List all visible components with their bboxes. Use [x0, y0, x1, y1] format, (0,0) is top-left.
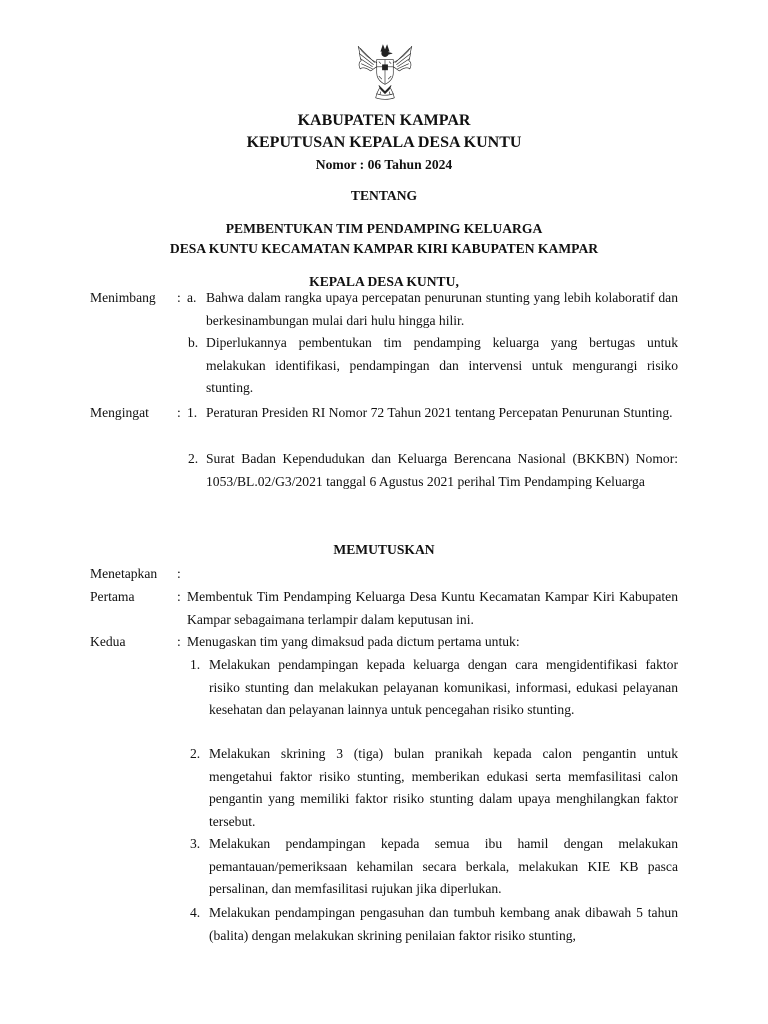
kedua-item-2: Melakukan skrining 3 (tiga) bulan pranikah kepada calon pengantin untuk mengetahui faktor risiko stunting, memberikan edukasi serta memfasilitasi calon pengantin yang memiliki faktor risiko stunting dalam upaya menghilangkan faktor tersebut.: [209, 746, 678, 829]
mengingat-item-2: Surat Badan Kependudukan dan Keluarga Berencana Nasional (BKKBN) Nomor: 1053/BL.02/G3/2021 tanggal 6 Agustus 2021 perihal Tim Pendamping Keluarga: [206, 451, 678, 489]
mengingat-label: Mengingat: [90, 405, 149, 420]
kedua-text: Menugaskan tim yang dimaksud pada dictum pertama untuk:: [187, 634, 520, 649]
mengingat-colon: :: [177, 405, 181, 420]
menimbang-marker-a: a.: [187, 290, 197, 305]
menimbang-item-b: Diperlukannya pembentukan tim pendamping keluarga yang bertugas untuk melakukan identifikasi, pendampingan dan intervensi untuk mengurangi risiko stunting.: [206, 335, 678, 395]
mengingat-item-1: Peraturan Presiden RI Nomor 72 Tahun 2021 tentang Percepatan Penurunan Stunting.: [206, 405, 673, 420]
menetapkan-colon: :: [177, 566, 181, 581]
kedua-marker-2: 2.: [190, 746, 201, 761]
garuda-emblem-icon: [354, 42, 416, 104]
mengingat-marker-2: 2.: [188, 451, 199, 466]
pertama-label: Pertama: [90, 589, 135, 604]
memutuskan-heading: MEMUTUSKAN: [333, 542, 435, 557]
kedua-item-4: Melakukan pendampingan pengasuhan dan tumbuh kembang anak dibawah 5 tahun (balita) dengan melakukan skrining penilaian faktor risiko stunting,: [209, 905, 678, 943]
pertama-colon: :: [177, 589, 181, 604]
subject-line-2: DESA KUNTU KECAMATAN KAMPAR KIRI KABUPATEN KAMPAR: [169, 241, 599, 256]
subject-line-1: PEMBENTUKAN TIM PENDAMPING KELUARGA: [225, 221, 543, 236]
menimbang-colon: :: [177, 290, 181, 305]
menimbang-label: Menimbang: [90, 290, 156, 305]
kedua-marker-4: 4.: [190, 905, 201, 920]
menetapkan-label: Menetapkan: [90, 566, 158, 581]
decree-title: KEPUTUSAN KEPALA DESA KUNTU: [246, 134, 522, 151]
village-head-heading: KEPALA DESA KUNTU,: [309, 274, 459, 289]
menimbang-item-a: Bahwa dalam rangka upaya percepatan penurunan stunting yang lebih kolaboratif dan berkesinambungan mulai dari hulu hingga hilir.: [206, 290, 678, 328]
tentang-heading: TENTANG: [350, 188, 418, 203]
kedua-label: Kedua: [90, 634, 126, 649]
kedua-marker-3: 3.: [190, 836, 201, 851]
decree-number: Nomor : 06 Tahun 2024: [315, 157, 453, 172]
kedua-colon: :: [177, 634, 181, 649]
mengingat-marker-1: 1.: [187, 405, 198, 420]
kedua-marker-1: 1.: [190, 657, 201, 672]
pertama-text: Membentuk Tim Pendamping Keluarga Desa Kuntu Kecamatan Kampar Kiri Kabupaten Kampar sebagaimana terlampir dalam keputusan ini.: [187, 589, 678, 627]
kedua-item-3: Melakukan pendampingan kepada semua ibu hamil dengan melakukan pemantauan/pemeriksaan kehamilan secara berkala, melakukan KIE KB pasca persalinan, dan memfasilitasi rujukan jika diperlukan.: [209, 836, 678, 896]
regency-title: KABUPATEN KAMPAR: [297, 112, 471, 129]
kedua-item-1: Melakukan pendampingan kepada keluarga dengan cara mengidentifikasi faktor risiko stunting dan melakukan pelayanan komunikasi, informasi, edukasi pelayanan kesehatan dan pelayanan lainnya untuk pencegahan risiko stunting.: [209, 657, 678, 717]
menimbang-marker-b: b.: [188, 335, 199, 350]
